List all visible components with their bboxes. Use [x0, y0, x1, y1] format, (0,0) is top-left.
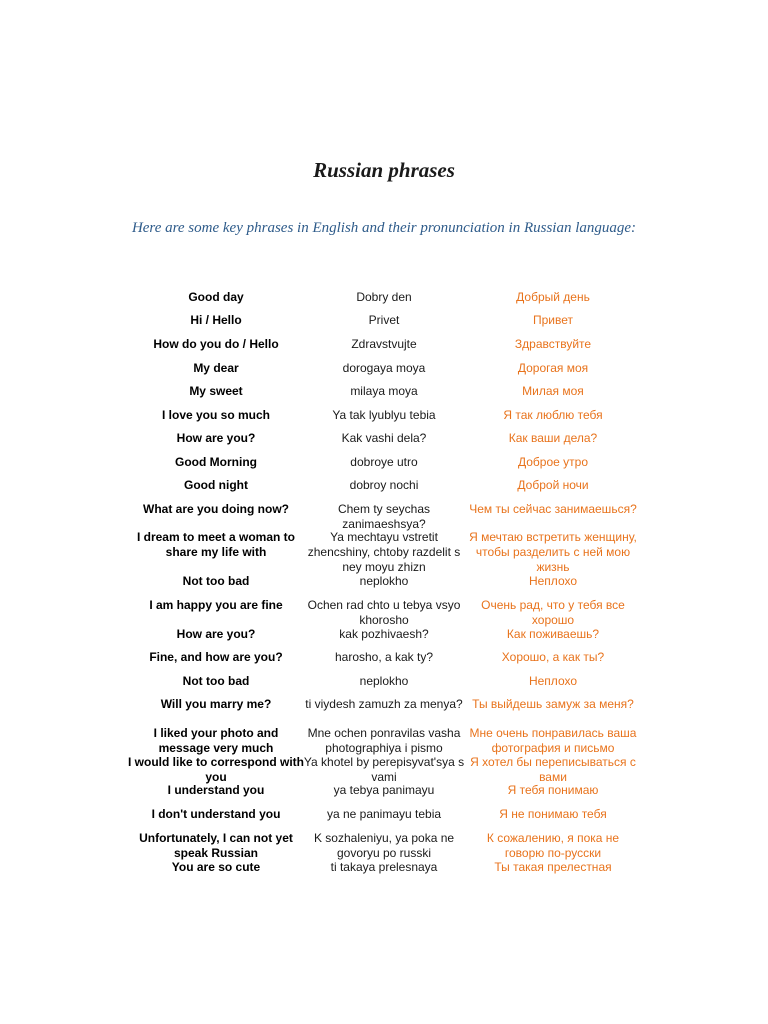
- russian-phrase: Я не понимаю тебя: [499, 807, 607, 821]
- english-phrase: How are you?: [176, 431, 256, 445]
- russian-phrase: Доброе утро: [517, 455, 588, 469]
- english-phrase: Not too bad: [182, 574, 250, 588]
- transliteration: Kak vashi dela?: [341, 431, 427, 445]
- transliteration: ya tebya panimayu: [333, 783, 435, 797]
- russian-phrase: Дорогая моя: [517, 361, 589, 375]
- english-phrase: My dear: [193, 361, 239, 375]
- english-phrase: Good Morning: [175, 455, 257, 469]
- russian-phrase: Я хотел бы переписываться с вами: [470, 755, 636, 784]
- russian-phrase: Добрый день: [516, 290, 590, 304]
- transliteration: ti viydesh zamuzh za menya?: [305, 697, 463, 711]
- russian-phrase: Хорошо, а как ты?: [501, 650, 605, 664]
- russian-phrase: Ты выйдешь замуж за меня?: [472, 697, 634, 711]
- transliteration: K sozhaleniyu, ya poka ne govoryu po russki: [313, 831, 455, 860]
- russian-phrase: Неплохо: [528, 674, 578, 688]
- english-phrase: I understand you: [167, 783, 265, 797]
- russian-phrase: Очень рад, что у тебя все хорошо: [481, 598, 625, 627]
- transliteration: dobroy nochi: [349, 478, 419, 492]
- transliteration: Dobry den: [356, 290, 412, 304]
- russian-phrase: Ты такая прелестная: [494, 860, 612, 874]
- transliteration: dobroye utro: [350, 455, 418, 469]
- transliteration: milaya moya: [350, 384, 418, 398]
- english-phrase: You are so cute: [171, 860, 261, 874]
- transliteration: Chem ty seychas zanimaeshsya?: [337, 502, 431, 531]
- transliteration: Ya tak lyublyu tebia: [332, 408, 436, 422]
- page-title: Russian phrases: [313, 158, 455, 182]
- english-phrase: I dream to meet a woman to share my life with: [136, 530, 296, 559]
- russian-phrase: Неплохо: [528, 574, 578, 588]
- english-phrase: Fine, and how are you?: [149, 650, 283, 664]
- english-phrase: I would like to correspond with you: [128, 755, 305, 784]
- english-phrase: My sweet: [189, 384, 243, 398]
- english-phrase: How are you?: [176, 627, 256, 641]
- english-phrase: How do you do / Hello: [153, 337, 279, 351]
- transliteration: neplokho: [359, 674, 409, 688]
- transliteration: dorogaya moya: [342, 361, 426, 375]
- russian-phrase: Как поживаешь?: [506, 627, 600, 641]
- transliteration: ti takaya prelesnaya: [330, 860, 438, 874]
- russian-phrase: Я тебя понимаю: [507, 783, 599, 797]
- english-phrase: What are you doing now?: [143, 502, 289, 516]
- english-phrase: Will you marry me?: [160, 697, 272, 711]
- transliteration: Ya mechtayu vstretit zhencshiny, chtoby razdelit s ney moyu zhizn: [307, 530, 461, 574]
- russian-phrase: Здравствуйте: [514, 337, 592, 351]
- russian-phrase: Чем ты сейчас занимаешься?: [469, 502, 637, 516]
- russian-phrase: К сожалению, я пока не говорю по-русски: [486, 831, 620, 860]
- transliteration: Mne ochen ponravilas vasha photographiya i pismo: [307, 726, 461, 755]
- english-phrase: I love you so much: [161, 408, 271, 422]
- english-phrase: I liked your photo and message very much: [153, 726, 279, 755]
- transliteration: kak pozhivaesh?: [339, 627, 429, 641]
- russian-phrase: Привет: [532, 313, 573, 327]
- english-phrase: I don't understand you: [151, 807, 281, 821]
- transliteration: Privet: [368, 313, 400, 327]
- transliteration: Zdravstvujte: [351, 337, 417, 351]
- russian-phrase: Мне очень понравилась ваша фотография и письмо: [469, 726, 637, 755]
- english-phrase: Good day: [188, 290, 244, 304]
- english-phrase: Not too bad: [182, 674, 250, 688]
- english-phrase: Good night: [184, 478, 248, 492]
- english-phrase: Unfortunately, I can not yet speak Russian: [139, 831, 293, 860]
- russian-phrase: Я так люблю тебя: [503, 408, 603, 422]
- transliteration: harosho, a kak ty?: [334, 650, 434, 664]
- transliteration: ya ne panimayu tebia: [326, 807, 442, 821]
- transliteration: Ochen rad chto u tebya vsyo khorosho: [307, 598, 461, 627]
- russian-phrase: Милая моя: [522, 384, 584, 398]
- russian-phrase: Доброй ночи: [517, 478, 589, 492]
- russian-phrase: Как ваши дела?: [508, 431, 598, 445]
- transliteration: neplokho: [359, 574, 409, 588]
- english-phrase: Hi / Hello: [190, 313, 242, 327]
- russian-phrase: Я мечтаю встретить женщину, чтобы разделить с ней мою жизнь: [469, 530, 637, 574]
- transliteration: Ya khotel by perepisyvat'sya s vami: [303, 755, 465, 784]
- english-phrase: I am happy you are fine: [149, 598, 283, 612]
- page-subtitle: Here are some key phrases in English and their pronunciation in Russian language:: [131, 220, 637, 236]
